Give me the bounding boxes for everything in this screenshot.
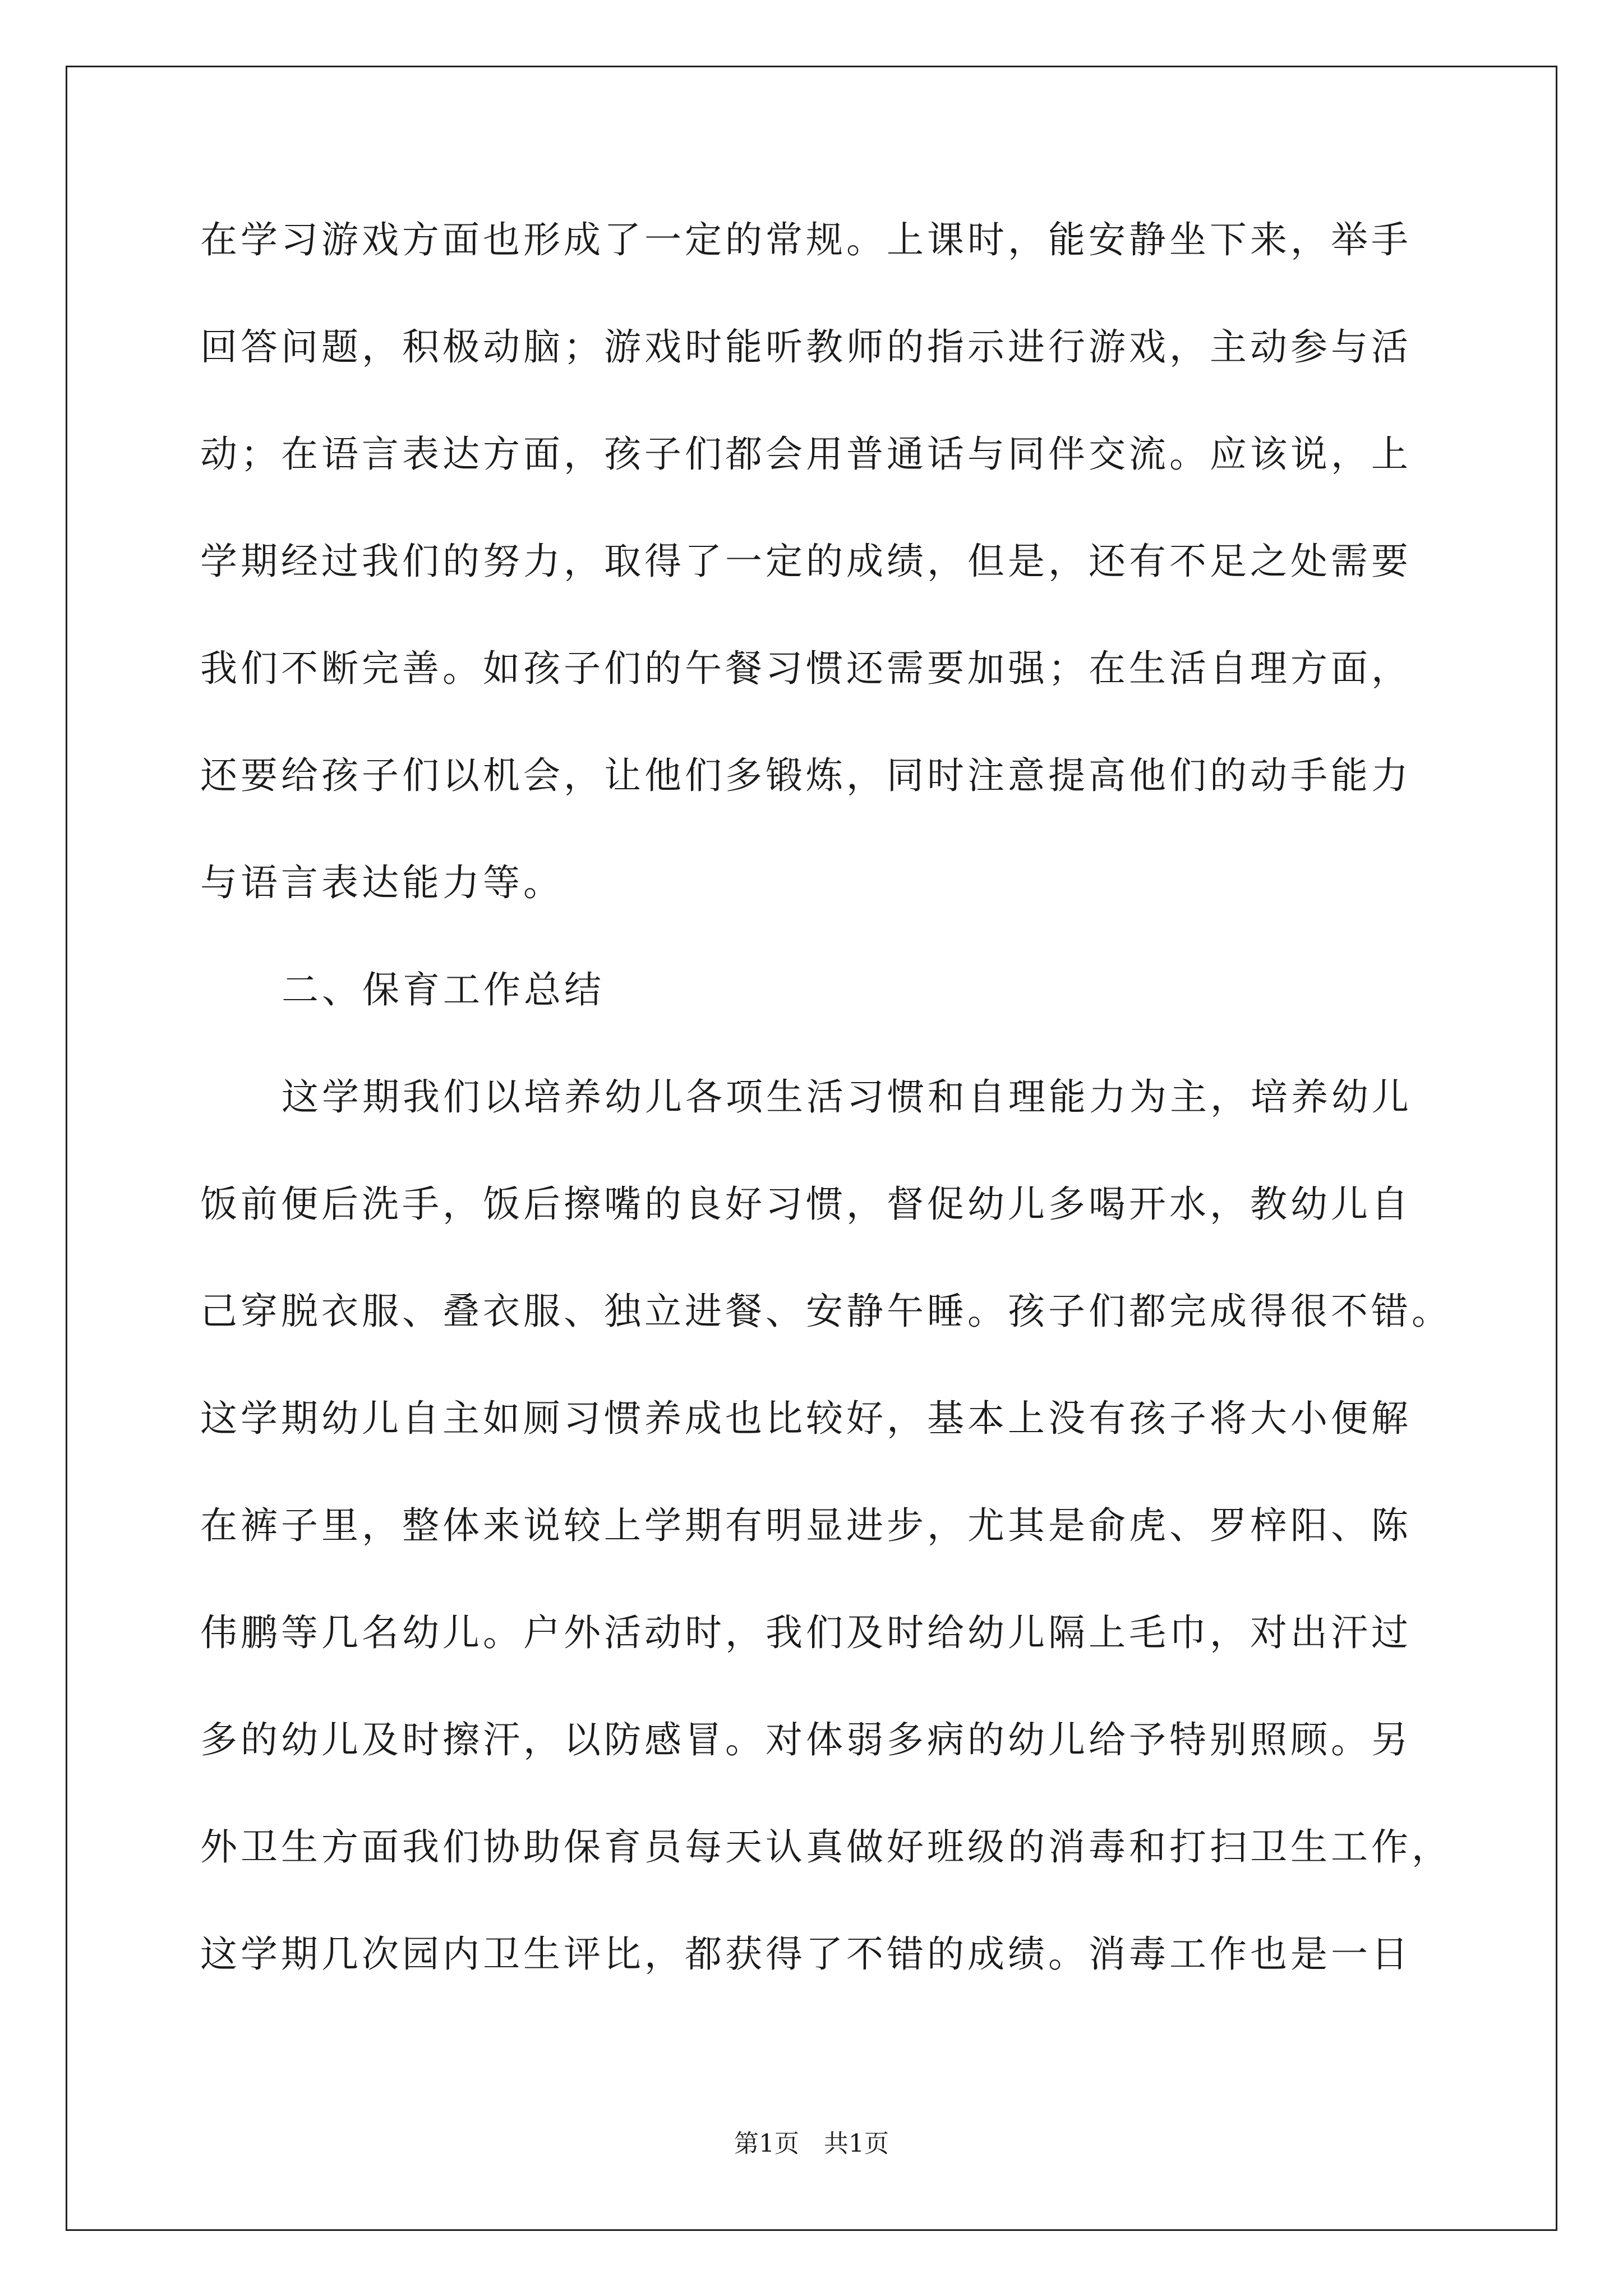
text-line: 伟鹏等几名幼儿。户外活动时，我们及时给幼儿隔上毛巾，对出汗过 <box>200 1611 1412 1654</box>
text-line: 还要给孩子们以机会，让他们多锻炼，同时注意提高他们的动手能力 <box>200 754 1412 797</box>
text-line: 外卫生方面我们协助保育员每天认真做好班级的消毒和打扫卫生工作， <box>200 1825 1452 1869</box>
text-line: 动；在语言表达方面，孩子们都会用普通话与同伴交流。应该说，上 <box>200 432 1412 476</box>
text-line: 这学期几次园内卫生评比，都获得了不错的成绩。消毒工作也是一日 <box>200 1932 1412 1976</box>
page-number-footer: 第1页 共1页 <box>734 2129 889 2158</box>
document-body <box>200 218 1452 2043</box>
text-line: 饭前便后洗手，饭后擦嘴的良好习惯，督促幼儿多喝开水，教幼儿自 <box>200 1182 1412 1226</box>
text-line: 这学期幼儿自主如厕习惯养成也比较好，基本上没有孩子将大小便解 <box>200 1397 1412 1440</box>
text-line: 在学习游戏方面也形成了一定的常规。上课时，能安静坐下来，举手 <box>200 218 1412 261</box>
text-line: 我们不断完善。如孩子们的午餐习惯还需要加强；在生活自理方面， <box>200 647 1412 690</box>
text-line: 己穿脱衣服、叠衣服、独立进餐、安静午睡。孩子们都完成得很不错。 <box>200 1290 1452 1333</box>
paragraph-first-line: 这学期我们以培养幼儿各项生活习惯和自理能力为主，培养幼儿 <box>282 1075 1412 1119</box>
section-heading: 二、保育工作总结 <box>282 968 605 1011</box>
text-line: 多的幼儿及时擦汗，以防感冒。对体弱多病的幼儿给予特别照顾。另 <box>200 1718 1412 1761</box>
text-line: 回答问题，积极动脑；游戏时能听教师的指示进行游戏，主动参与活 <box>200 325 1412 369</box>
text-line: 学期经过我们的努力，取得了一定的成绩，但是，还有不足之处需要 <box>200 540 1412 583</box>
text-line: 与语言表达能力等。 <box>200 861 564 904</box>
text-line: 在裤子里，整体来说较上学期有明显进步，尤其是俞虎、罗梓阳、陈 <box>200 1504 1412 1547</box>
